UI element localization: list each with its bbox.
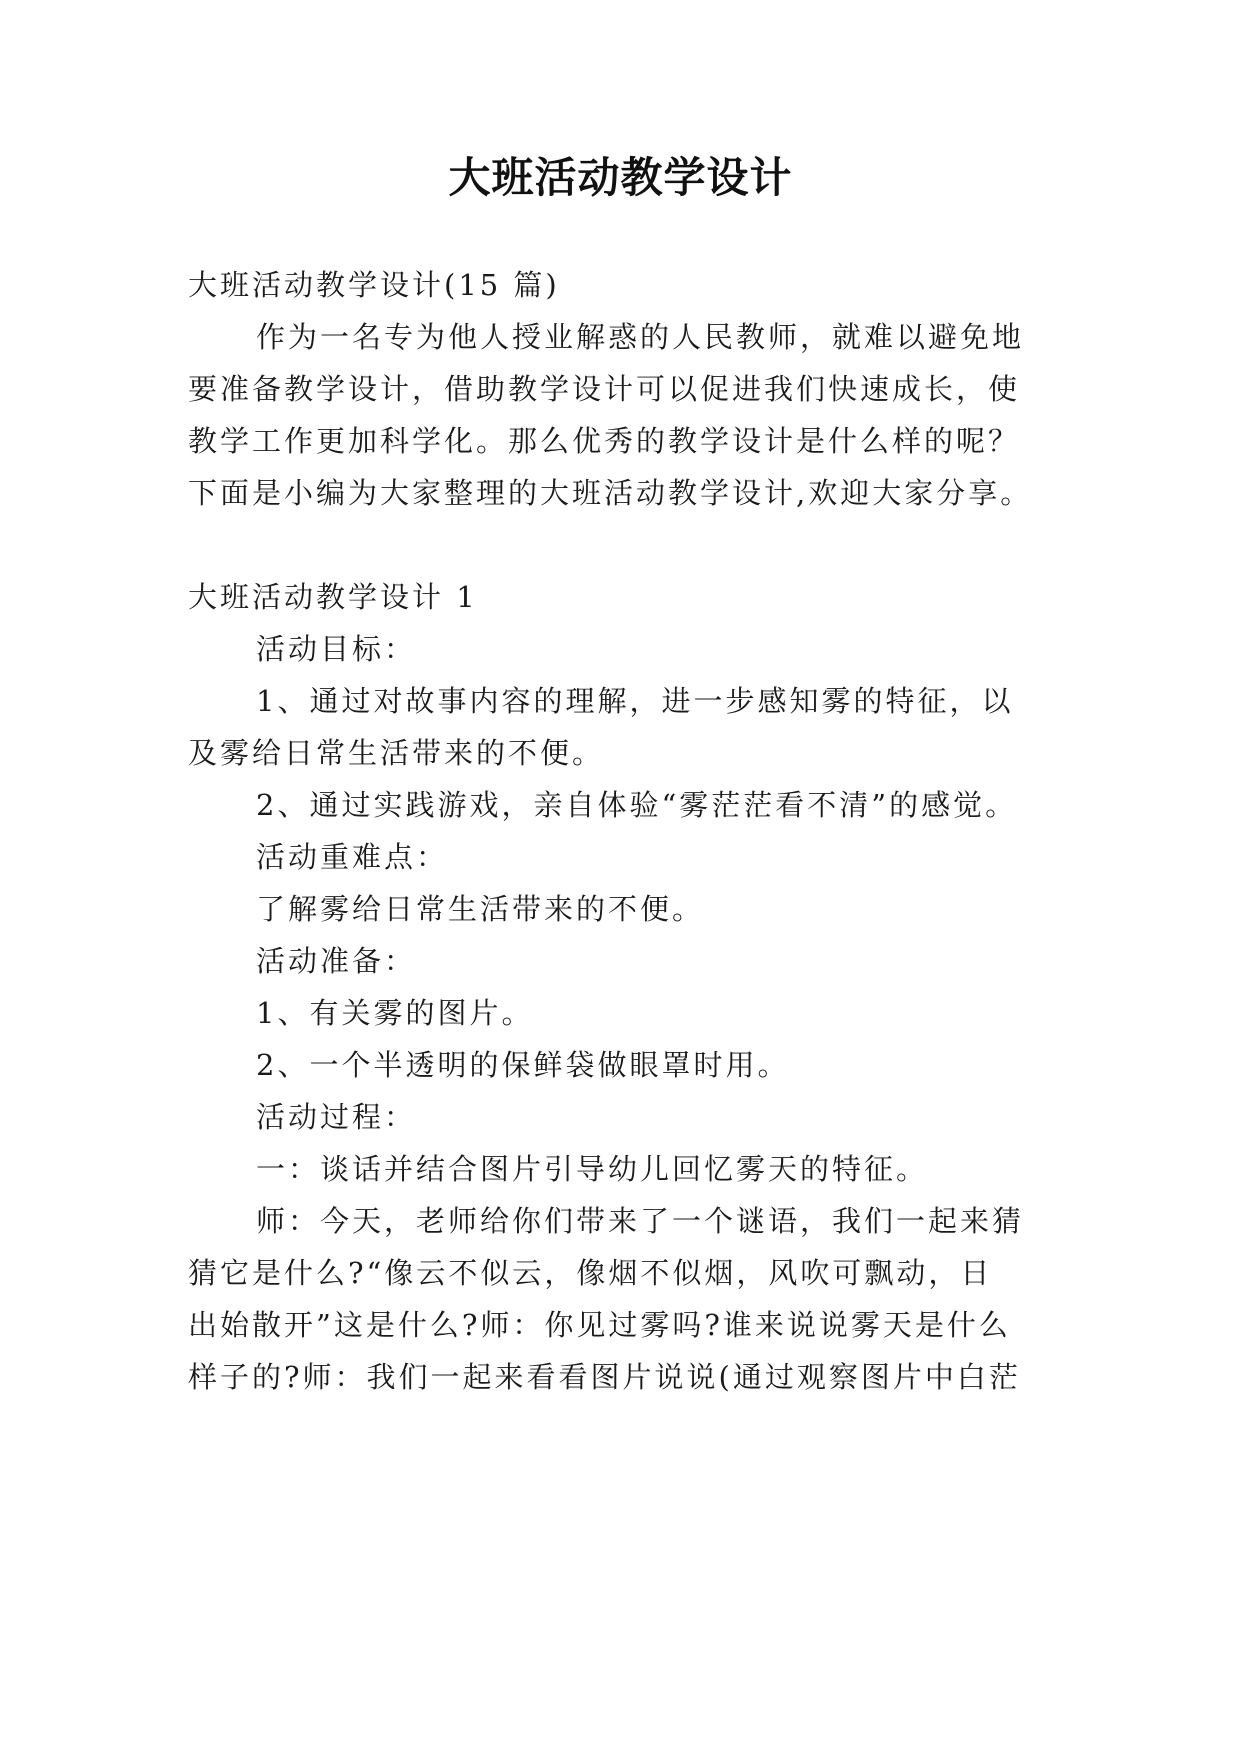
paragraph-line: 一：谈话并结合图片引导幼儿回忆雾天的特征。 [256,1152,929,1186]
paragraph-line: 2、通过实践游戏，亲自体验“雾茫茫看不清”的感觉。 [256,788,1018,822]
paragraph-line: 活动目标： [256,632,417,666]
paragraph-line: 了解雾给日常生活带来的不便。 [256,892,705,926]
document-title: 大班活动教学设计 [448,153,793,202]
paragraph-line: 活动准备： [256,944,417,978]
paragraph-line: 1、有关雾的图片。 [256,996,534,1030]
subtitle-line: 大班活动教学设计(15 篇) [188,268,560,302]
paragraph-line: 活动过程： [256,1100,417,1134]
intro-paragraph-line: 要准备教学设计，借助教学设计可以促进我们快速成长，使 [188,372,1021,406]
intro-paragraph-line: 下面是小编为大家整理的大班活动教学设计,欢迎大家分享。 [188,476,1033,510]
intro-paragraph-line: 教学工作更加科学化。那么优秀的教学设计是什么样的呢？ [188,424,1021,458]
paragraph-line: 及雾给日常生活带来的不便。 [188,736,605,770]
paragraph-line: 2、一个半透明的保鲜袋做眼罩时用。 [256,1048,790,1082]
paragraph-line: 出始散开”这是什么?师：你见过雾吗?谁来说说雾天是什么 [188,1308,1011,1342]
paragraph-line: 样子的?师：我们一起来看看图片说说(通过观察图片中白茫 [188,1360,1021,1394]
paragraph-line: 猜它是什么?“像云不似云，像烟不似烟，风吹可飘动，日 [188,1256,993,1290]
paragraph-line: 活动重难点： [256,840,449,874]
section-heading: 大班活动教学设计 1 [188,580,478,614]
paragraph-line: 师：今天，老师给你们带来了一个谜语，我们一起来猜 [256,1204,1025,1238]
intro-paragraph-line: 作为一名专为他人授业解惑的人民教师，就难以避免地 [256,320,1025,354]
paragraph-line: 1、通过对故事内容的理解，进一步感知雾的特征，以 [256,684,1014,718]
